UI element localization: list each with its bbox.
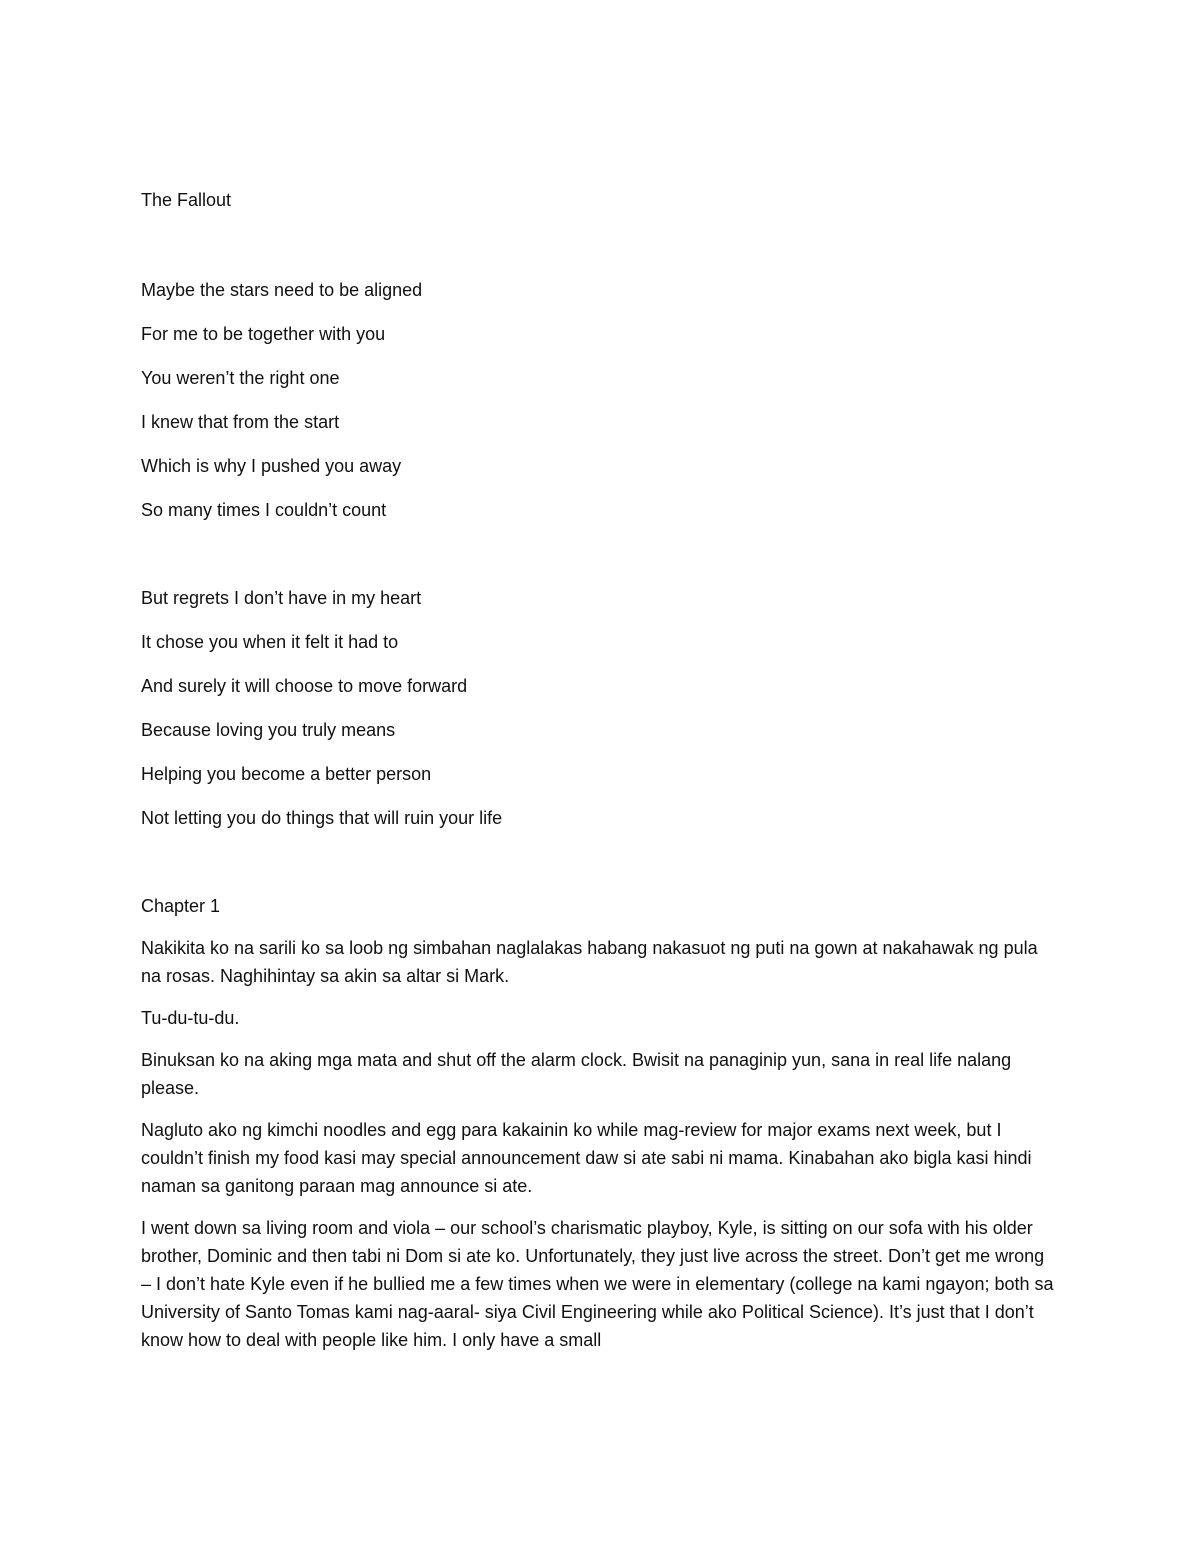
paragraph: Tu-du-tu-du. — [141, 1008, 240, 1028]
poem-line: Which is why I pushed you away — [141, 456, 402, 476]
poem-line: Because loving you truly means — [141, 720, 396, 740]
poem-line: Maybe the stars need to be aligned — [141, 280, 423, 300]
poem-line: For me to be together with you — [141, 324, 386, 344]
poem-line: It chose you when it felt it had to — [141, 632, 399, 652]
poem-line: But regrets I don’t have in my heart — [141, 588, 422, 608]
paragraph: I went down sa living room and viola – our school’s charismatic playboy, Kyle, is sitting on our sofa with his older brother, Dominic and then tabi ni Dom si ate ko. Unfortunately, they just live across the street. Don’t get me wrong – I don’t hate Kyle even if he bullied me a few times when we were in elementary (college na kami ngayon; both sa University of Santo Tomas kami nag-aaral- siya Civil Engineering while ako Political Science). It’s just that I don’t know how to deal with people like him. I only have a small — [141, 1218, 1054, 1350]
poem-line: And surely it will choose to move forward — [141, 676, 468, 696]
poem-stanza-2 — [141, 584, 1056, 832]
paragraph: Binuksan ko na aking mga mata and shut off the alarm clock. Bwisit na panaginip yun, sana in real life nalang please. — [141, 1050, 1012, 1098]
poem-line: So many times I couldn’t count — [141, 500, 387, 520]
poem-line: You weren’t the right one — [141, 368, 340, 388]
poem-line: Helping you become a better person — [141, 764, 432, 784]
document-body — [141, 186, 1056, 1368]
stanza-spacer — [141, 848, 1056, 892]
paragraph: Nagluto ako ng kimchi noodles and egg para kakainin ko while mag-review for major exams next week, but I couldn’t finish my food kasi may special announcement daw si ate sabi ni mama. Kinabahan ako bigla kasi hindi naman sa ganitong paraan mag announce si ate. — [141, 1120, 1032, 1196]
poem-line: I knew that from the start — [141, 412, 340, 432]
document-title: The Fallout — [141, 190, 232, 210]
poem-line: Not letting you do things that will ruin your life — [141, 808, 503, 828]
stanza-spacer — [141, 540, 1056, 584]
chapter-heading: Chapter 1 — [141, 896, 221, 916]
poem-stanza-1 — [141, 276, 1056, 524]
paragraph: Nakikita ko na sarili ko sa loob ng simbahan naglalakas habang nakasuot ng puti na gown at nakahawak ng pula na rosas. Naghihintay sa akin sa altar si Mark. — [141, 938, 1038, 986]
